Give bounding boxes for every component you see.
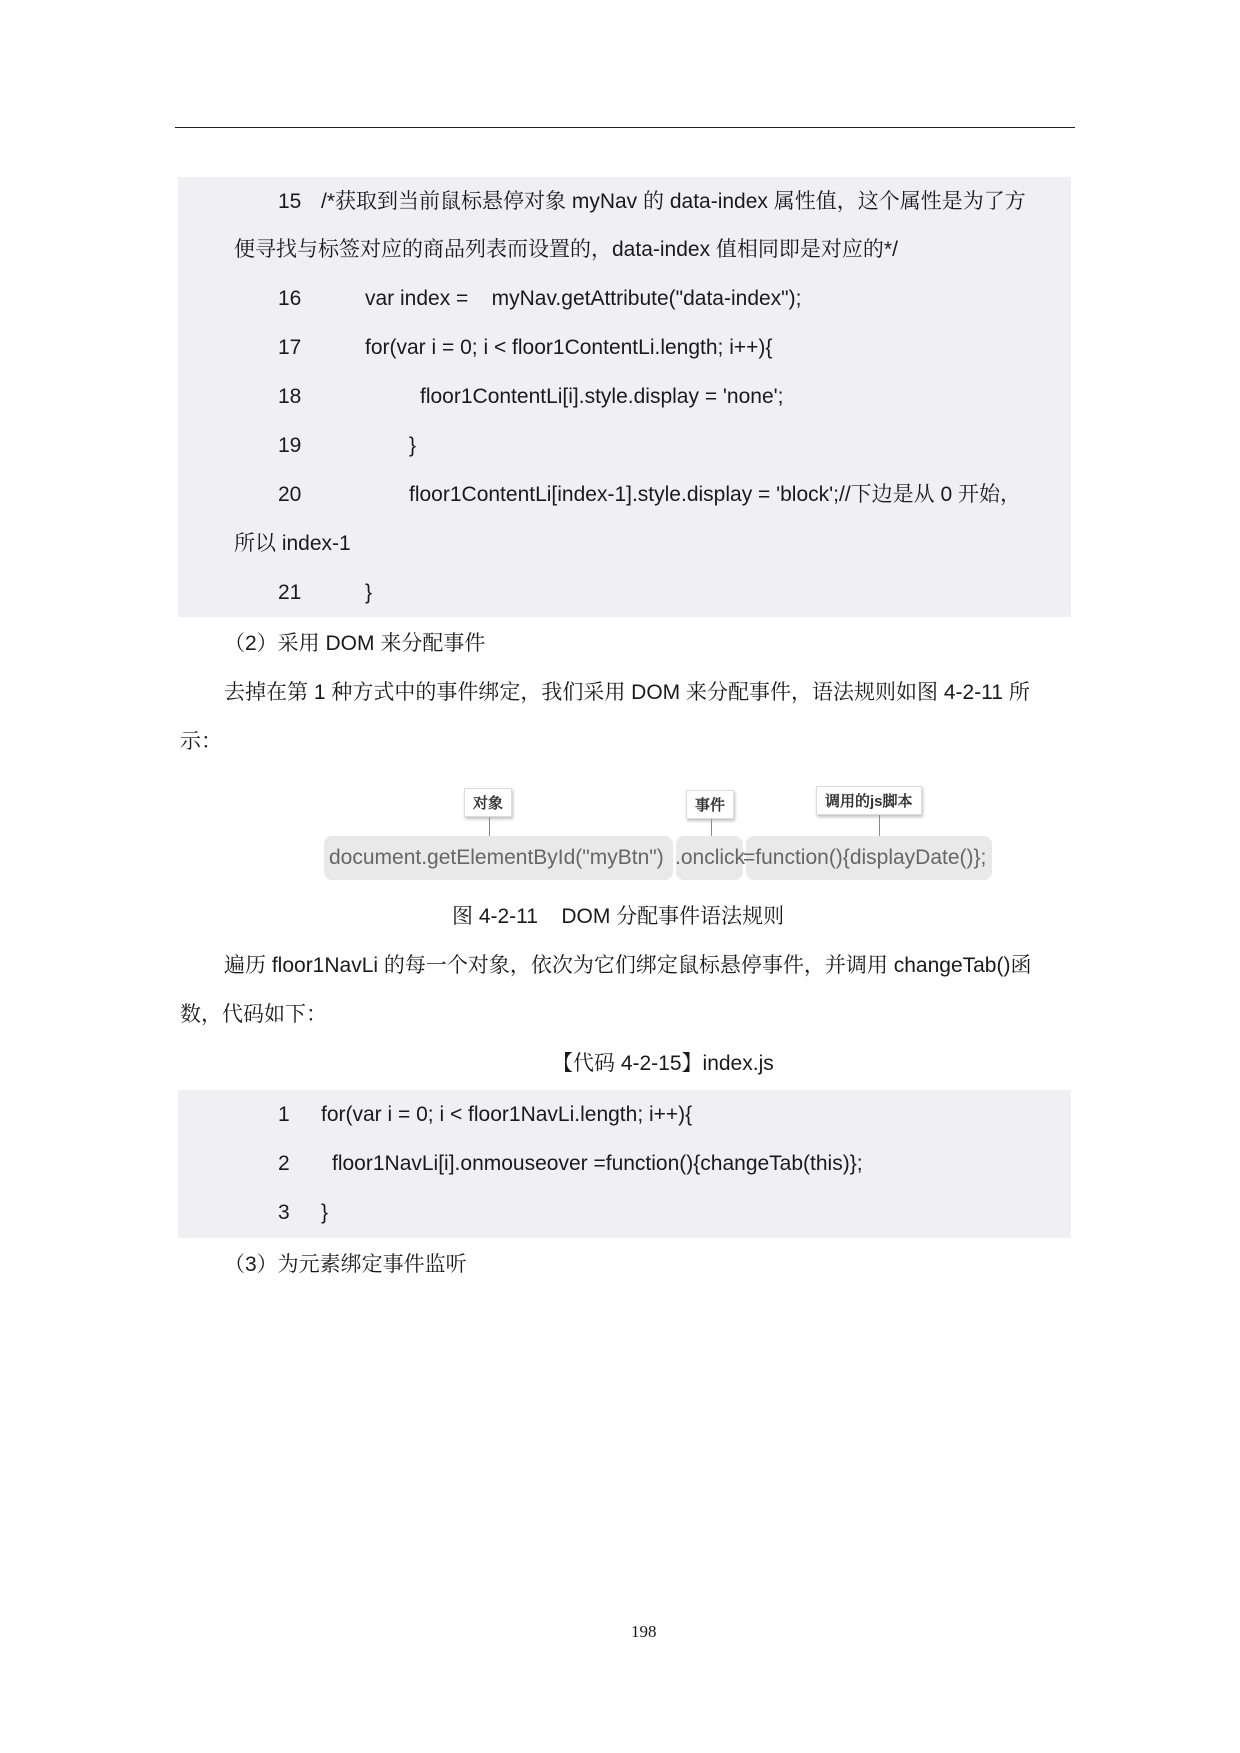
page-number: 198 — [631, 1622, 657, 1641]
syntax-row — [324, 836, 1004, 880]
paragraph-line: 示： — [180, 730, 222, 753]
syntax-figure — [324, 780, 1004, 885]
code-line: floor1ContentLi[i].style.display = 'none'; — [420, 385, 784, 408]
event-segment: .onclick — [675, 846, 746, 869]
paragraph-line: 去掉在第 1 种方式中的事件绑定，我们采用 DOM 来分配事件，语法规则如图 4-2-11 所 — [224, 681, 1030, 704]
code-line: 便寻找与标签对应的商品列表而设置的，data-index 值相同即是对应的*/ — [234, 238, 898, 261]
line-number: 20 — [278, 483, 302, 506]
code-line: 所以 index-1 — [234, 532, 351, 555]
code-line: } — [409, 434, 417, 457]
code-line: for(var i = 0; i < floor1ContentLi.length; i++){ — [365, 336, 773, 359]
script-label: 调用的js脚本 — [816, 786, 922, 815]
code-title: 【代码 4-2-15】index.js — [552, 1052, 774, 1075]
object-label: 对象 — [464, 788, 512, 817]
line-number: 3 — [278, 1201, 290, 1224]
code-line: } — [321, 1201, 329, 1224]
line-number: 16 — [278, 287, 302, 310]
code-line: /*获取到当前鼠标悬停对象 myNav 的 data-index 属性值，这个属性是为了方 — [321, 190, 1026, 213]
line-number: 1 — [278, 1103, 290, 1126]
code-line: var index = myNav.getAttribute("data-index"); — [365, 287, 802, 310]
code-line: for(var i = 0; i < floor1NavLi.length; i++){ — [321, 1103, 693, 1126]
code-line: floor1ContentLi[index-1].style.display = 'block';//下边是从 0 开始， — [409, 483, 1022, 506]
code-line: } — [365, 581, 373, 604]
line-number: 21 — [278, 581, 302, 604]
code-line: floor1NavLi[i].onmouseover =function(){changeTab(this)}; — [332, 1152, 863, 1175]
line-number: 18 — [278, 385, 302, 408]
figure-caption: 图 4-2-11 DOM 分配事件语法规则 — [452, 905, 785, 928]
line-number: 2 — [278, 1152, 290, 1175]
line-number: 17 — [278, 336, 302, 359]
code-block-2 — [178, 1090, 1071, 1238]
paragraph-line: 数，代码如下： — [180, 1003, 327, 1026]
paragraph-line: 遍历 floor1NavLi 的每一个对象，依次为它们绑定鼠标悬停事件，并调用 changeTab()函 — [224, 954, 1032, 977]
line-number: 15 — [278, 190, 302, 213]
section-heading: （3）为元素绑定事件监听 — [224, 1253, 467, 1276]
object-segment: document.getElementById("myBtn") — [329, 846, 664, 869]
section-heading: （2）采用 DOM 来分配事件 — [224, 632, 486, 655]
line-number: 19 — [278, 434, 302, 457]
code-block-1 — [178, 177, 1071, 617]
header-rule — [175, 127, 1075, 128]
script-segment: =function(){displayDate()}; — [743, 846, 987, 869]
event-label: 事件 — [686, 790, 734, 819]
